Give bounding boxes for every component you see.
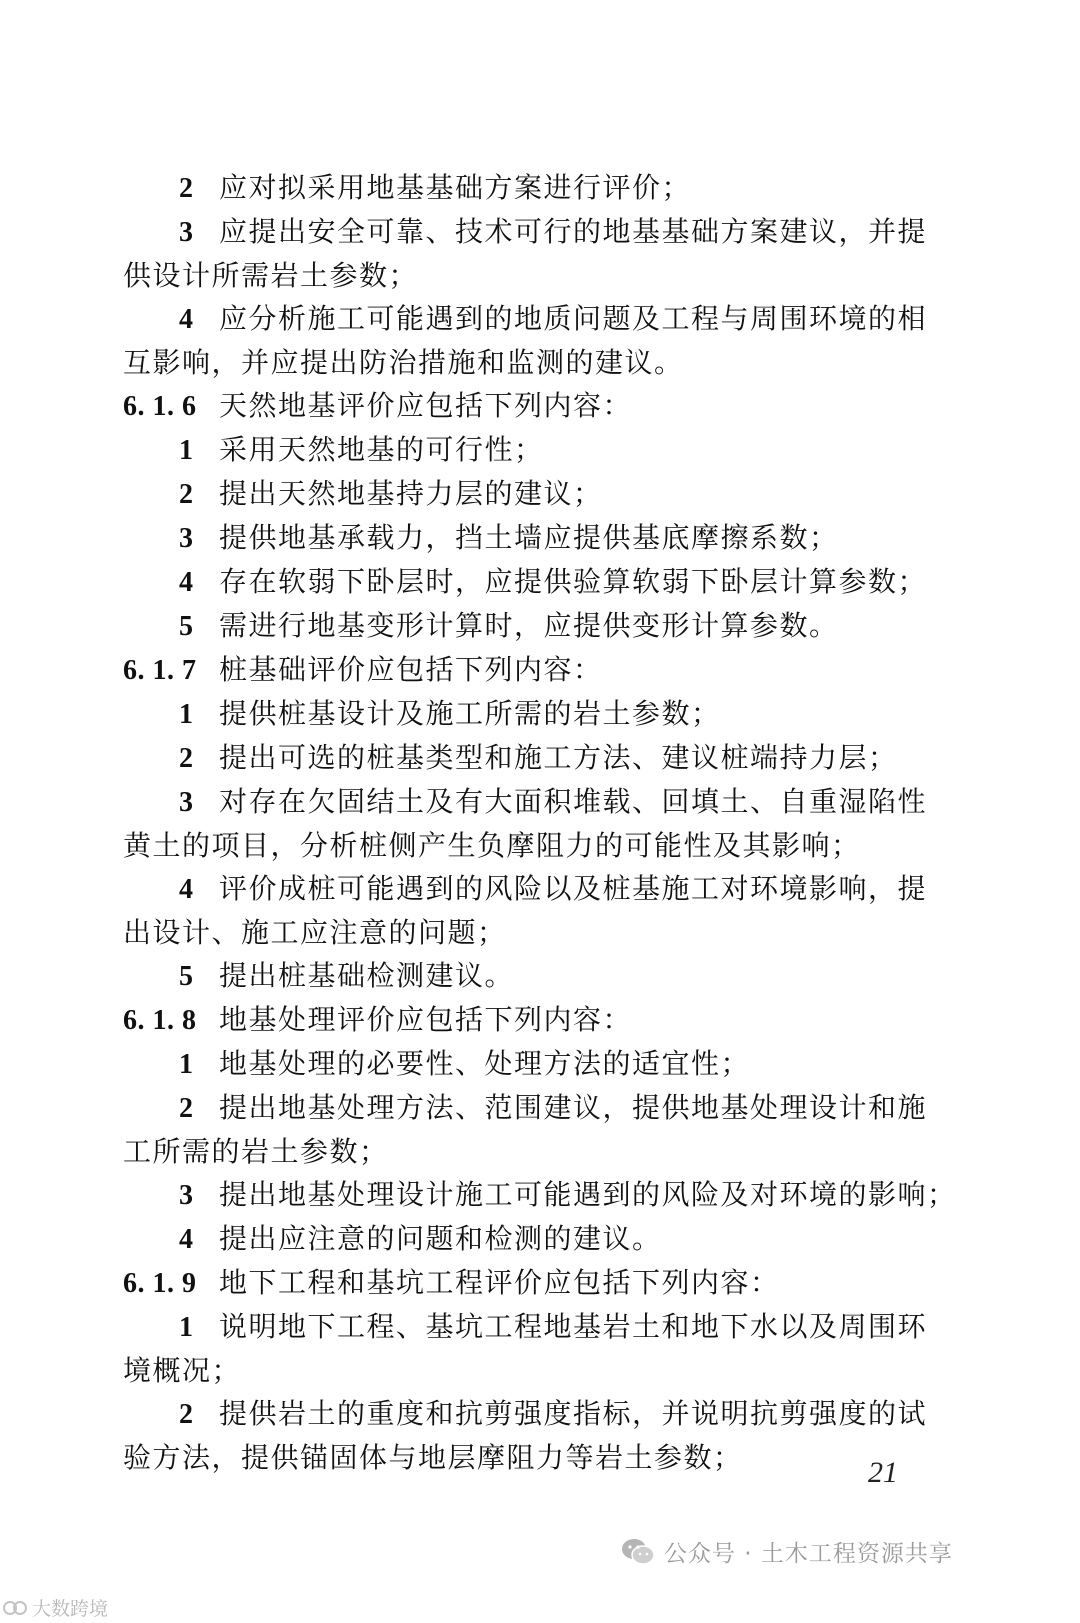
line-text: 评价成桩可能遇到的风险以及桩基施工对环境影响，提 — [219, 872, 928, 905]
line-text: 应提出安全可靠、技术可行的地基基础方案建议，并提 — [219, 215, 928, 248]
item-number: 2 — [179, 479, 195, 510]
line-text: 提出可选的桩基类型和施工方法、建议桩端持力层； — [219, 741, 898, 774]
line-text: 互影响，并应提出防治措施和监测的建议。 — [123, 346, 684, 379]
clause-heading — [123, 1261, 928, 1305]
corner-mark — [2, 1594, 108, 1621]
list-item-continuation — [123, 1130, 928, 1173]
list-item — [123, 1086, 928, 1130]
list-item — [123, 954, 928, 998]
list-item — [123, 1305, 928, 1349]
item-number: 2 — [179, 743, 195, 774]
list-item — [123, 297, 928, 341]
watermark — [620, 1535, 953, 1568]
line-text: 采用天然地基的可行性； — [219, 433, 544, 466]
list-item — [123, 166, 928, 210]
line-text: 地基处理评价应包括下列内容： — [219, 1003, 633, 1036]
line-text: 对存在欠固结土及有大面积堆载、回填土、自重湿陷性 — [219, 785, 928, 818]
list-item — [123, 1042, 928, 1086]
page-number: 21 — [868, 1456, 898, 1489]
list-item — [123, 210, 928, 254]
item-number: 1 — [179, 1312, 195, 1343]
list-item — [123, 780, 928, 824]
clause-number: 6. 1. 6 — [123, 391, 197, 422]
line-text: 需进行地基变形计算时，应提供变形计算参数。 — [219, 609, 839, 642]
line-text: 黄土的项目，分析桩侧产生负摩阻力的可能性及其影响； — [123, 829, 861, 862]
line-text: 提出地基处理方法、范围建议，提供地基处理设计和施 — [219, 1091, 928, 1124]
list-item-continuation — [123, 1436, 928, 1479]
item-number: 4 — [179, 304, 195, 335]
list-item — [123, 1392, 928, 1436]
list-item-continuation — [123, 341, 928, 384]
line-text: 应对拟采用地基基础方案进行评价； — [219, 171, 692, 204]
list-item-continuation — [123, 824, 928, 867]
list-item-continuation — [123, 911, 928, 954]
line-text: 出设计、施工应注意的问题； — [123, 916, 507, 949]
list-item — [123, 692, 928, 736]
item-number: 3 — [179, 523, 195, 554]
item-number: 2 — [179, 1399, 195, 1430]
wechat-icon — [620, 1537, 656, 1567]
list-item — [123, 560, 928, 604]
line-text: 地基处理的必要性、处理方法的适宜性； — [219, 1047, 751, 1080]
line-text: 工所需的岩土参数； — [123, 1135, 389, 1168]
item-number: 1 — [179, 435, 195, 466]
item-number: 4 — [179, 567, 195, 598]
clause-number: 6. 1. 7 — [123, 655, 197, 686]
clause-number: 6. 1. 9 — [123, 1268, 197, 1299]
list-item — [123, 736, 928, 780]
clause-number: 6. 1. 8 — [123, 1005, 197, 1036]
clause-heading — [123, 648, 928, 692]
line-text: 提供地基承载力，挡土墙应提供基底摩擦系数； — [219, 521, 839, 554]
clause-heading — [123, 998, 928, 1042]
line-text: 应分析施工可能遇到的地质问题及工程与周围环境的相 — [219, 302, 928, 335]
item-number: 4 — [179, 1224, 195, 1255]
watermark-text: 公众号 · 土木工程资源共享 — [664, 1541, 953, 1567]
line-text: 提出天然地基持力层的建议； — [219, 477, 603, 510]
clause-heading — [123, 384, 928, 428]
list-item — [123, 516, 928, 560]
list-item — [123, 472, 928, 516]
list-item — [123, 867, 928, 911]
item-number: 2 — [179, 173, 195, 204]
line-text: 境概况； — [123, 1354, 242, 1387]
line-text: 桩基础评价应包括下列内容： — [219, 653, 603, 686]
line-text: 天然地基评价应包括下列内容： — [219, 389, 633, 422]
line-text: 存在软弱下卧层时，应提供验算软弱下卧层计算参数； — [219, 565, 928, 598]
list-item — [123, 1217, 928, 1261]
item-number: 4 — [179, 874, 195, 905]
line-text: 验方法，提供锚固体与地层摩阻力等岩土参数； — [123, 1441, 743, 1474]
corner-mark-text: 大数跨境 — [32, 1598, 109, 1620]
line-text: 提供岩土的重度和抗剪强度指标，并说明抗剪强度的试 — [219, 1397, 928, 1430]
item-number: 3 — [179, 787, 195, 818]
item-number: 5 — [179, 611, 195, 642]
item-number: 3 — [179, 1180, 195, 1211]
line-text: 提出桩基础检测建议。 — [219, 959, 515, 992]
list-item — [123, 1173, 957, 1217]
list-item-continuation — [123, 254, 928, 297]
corner-logo-icon — [2, 1598, 28, 1618]
line-text: 说明地下工程、基坑工程地基岩土和地下水以及周围环 — [219, 1310, 928, 1343]
line-text: 提出应注意的问题和检测的建议。 — [219, 1222, 662, 1255]
list-item — [123, 604, 928, 648]
list-item-continuation — [123, 1349, 928, 1392]
page-body — [123, 166, 957, 1479]
list-item — [123, 428, 928, 472]
item-number: 1 — [179, 1049, 195, 1080]
line-text: 提供桩基设计及施工所需的岩土参数； — [219, 697, 721, 730]
item-number: 1 — [179, 699, 195, 730]
item-number: 5 — [179, 961, 195, 992]
line-text: 提出地基处理设计施工可能遇到的风险及对环境的影响； — [219, 1178, 957, 1211]
item-number: 2 — [179, 1093, 195, 1124]
line-text: 供设计所需岩土参数； — [123, 259, 419, 292]
line-text: 地下工程和基坑工程评价应包括下列内容： — [219, 1266, 780, 1299]
item-number: 3 — [179, 217, 195, 248]
